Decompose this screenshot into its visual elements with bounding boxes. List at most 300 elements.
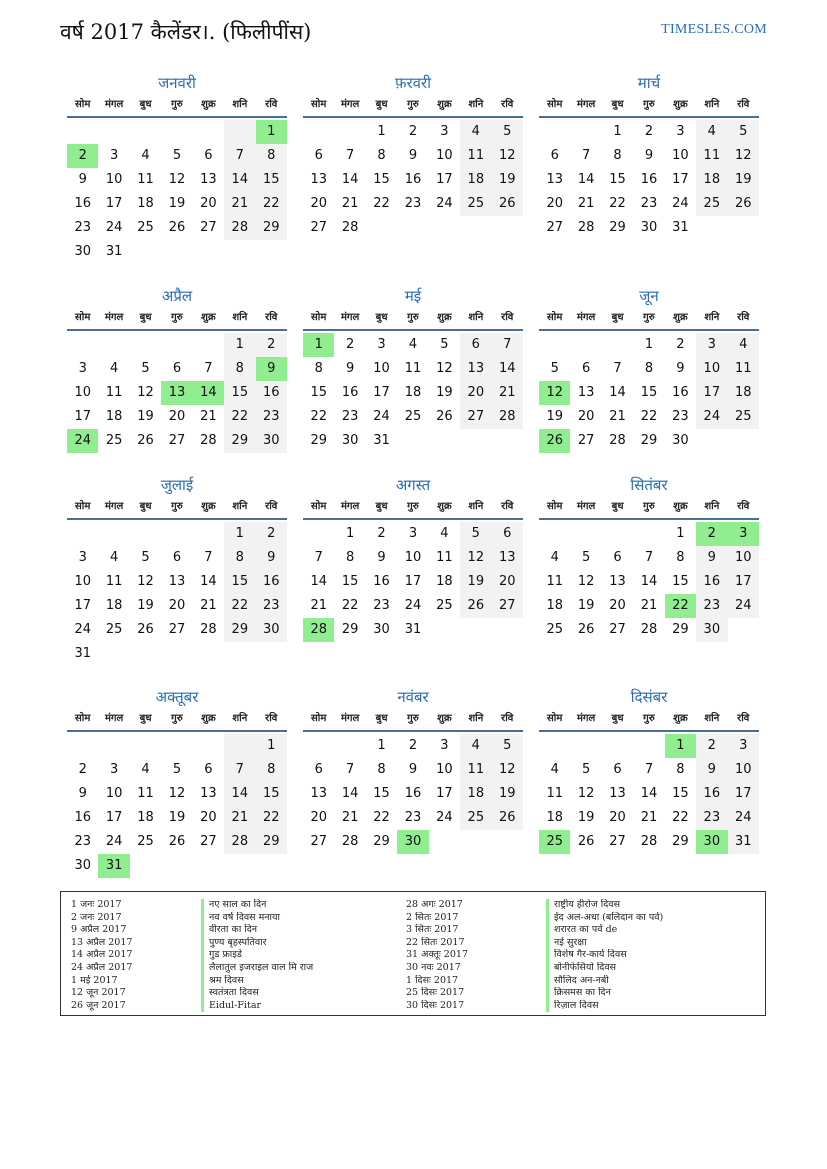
day-cell[interactable]: 24: [436, 196, 453, 211]
day-cell[interactable]: 30: [74, 244, 91, 259]
day-cell[interactable]: 13: [577, 385, 595, 400]
day-cell[interactable]: 20: [492, 570, 523, 594]
day-cell[interactable]: 7: [224, 144, 255, 168]
day-cell[interactable]: 18: [460, 782, 491, 806]
day-cell[interactable]: 25: [696, 192, 727, 216]
day-cell[interactable]: 17: [105, 810, 123, 825]
day-cell[interactable]: 12: [168, 786, 186, 801]
day-cell[interactable]: 21: [341, 810, 359, 825]
day-cell[interactable]: 22: [373, 196, 390, 211]
day-cell[interactable]: 26: [460, 594, 491, 618]
day-cell[interactable]: 20: [310, 196, 327, 211]
day-cell[interactable]: 21: [640, 598, 658, 613]
day-cell[interactable]: 3: [78, 550, 87, 565]
day-cell[interactable]: 3: [408, 526, 418, 541]
day-cell[interactable]: 16: [696, 570, 727, 594]
day-cell[interactable]: 11: [546, 574, 563, 589]
day-cell[interactable]: 9: [78, 172, 87, 187]
day-cell[interactable]: 3: [109, 762, 119, 777]
day-cell[interactable]: 8: [256, 758, 287, 782]
day-cell[interactable]: 19: [492, 168, 523, 192]
day-cell[interactable]: 21: [224, 806, 255, 830]
day-cell[interactable]: 28: [577, 220, 595, 235]
day-cell[interactable]: 24: [696, 405, 727, 429]
day-cell[interactable]: 24: [404, 598, 422, 613]
day-cell[interactable]: 8: [377, 762, 386, 777]
day-cell[interactable]: 4: [141, 148, 150, 163]
day-cell[interactable]: 11: [404, 361, 422, 376]
day-cell[interactable]: 10: [728, 546, 759, 570]
day-cell[interactable]: 18: [404, 385, 422, 400]
day-cell[interactable]: 10: [105, 786, 123, 801]
day-cell[interactable]: 21: [577, 196, 595, 211]
day-cell[interactable]: 1: [665, 734, 696, 758]
day-cell[interactable]: 6: [460, 333, 491, 357]
day-cell[interactable]: 11: [460, 758, 491, 782]
day-cell[interactable]: 28: [640, 622, 658, 637]
day-cell[interactable]: 14: [640, 574, 658, 589]
day-cell[interactable]: 29: [609, 220, 626, 235]
day-cell[interactable]: 20: [200, 196, 217, 211]
day-cell[interactable]: 24: [105, 834, 123, 849]
day-cell[interactable]: 15: [672, 786, 689, 801]
day-cell[interactable]: 12: [137, 574, 154, 589]
day-cell[interactable]: 8: [345, 550, 355, 565]
day-cell[interactable]: 26: [728, 192, 759, 216]
day-cell[interactable]: 5: [172, 148, 182, 163]
day-cell[interactable]: 20: [310, 810, 327, 825]
day-cell[interactable]: 20: [168, 409, 186, 424]
site-name[interactable]: TIMESLES.COM: [661, 22, 767, 37]
day-cell[interactable]: 14: [577, 172, 595, 187]
day-cell[interactable]: 28: [609, 433, 626, 448]
day-cell[interactable]: 7: [492, 333, 523, 357]
day-cell[interactable]: 28: [200, 622, 217, 637]
day-cell[interactable]: 4: [550, 550, 559, 565]
day-cell[interactable]: 6: [613, 762, 622, 777]
day-cell[interactable]: 12: [460, 546, 491, 570]
day-cell[interactable]: 1: [613, 124, 622, 139]
day-cell[interactable]: 19: [460, 570, 491, 594]
day-cell[interactable]: 25: [404, 409, 422, 424]
day-cell[interactable]: 17: [105, 196, 123, 211]
day-cell[interactable]: 15: [310, 385, 327, 400]
day-cell[interactable]: 25: [539, 830, 570, 854]
day-cell[interactable]: 29: [672, 622, 689, 637]
day-cell[interactable]: 22: [640, 409, 658, 424]
day-cell[interactable]: 30: [373, 622, 390, 637]
day-cell[interactable]: 20: [609, 598, 626, 613]
day-cell[interactable]: 10: [696, 357, 727, 381]
day-cell[interactable]: 2: [78, 762, 87, 777]
day-cell[interactable]: 30: [397, 830, 428, 854]
day-cell[interactable]: 19: [168, 810, 186, 825]
day-cell[interactable]: 7: [613, 361, 622, 376]
day-cell[interactable]: 1: [377, 124, 386, 139]
day-cell[interactable]: 28: [640, 834, 658, 849]
day-cell[interactable]: 6: [581, 361, 591, 376]
day-cell[interactable]: 16: [404, 786, 422, 801]
day-cell[interactable]: 23: [74, 834, 91, 849]
day-cell[interactable]: 8: [224, 546, 255, 570]
day-cell[interactable]: 18: [105, 409, 123, 424]
day-cell[interactable]: 5: [440, 337, 449, 352]
day-cell[interactable]: 5: [172, 762, 182, 777]
day-cell[interactable]: 18: [546, 598, 563, 613]
day-cell[interactable]: 23: [341, 409, 359, 424]
day-cell[interactable]: 19: [168, 196, 186, 211]
day-cell[interactable]: 13: [200, 172, 217, 187]
day-cell[interactable]: 24: [436, 810, 453, 825]
day-cell[interactable]: 6: [204, 148, 213, 163]
day-cell[interactable]: 3: [377, 337, 386, 352]
day-cell[interactable]: 23: [640, 196, 658, 211]
day-cell[interactable]: 27: [492, 594, 523, 618]
day-cell[interactable]: 2: [676, 337, 685, 352]
day-cell[interactable]: 22: [373, 810, 390, 825]
day-cell[interactable]: 2: [408, 738, 418, 753]
day-cell[interactable]: 6: [314, 762, 323, 777]
day-cell[interactable]: 21: [200, 598, 217, 613]
day-cell[interactable]: 10: [436, 148, 453, 163]
day-cell[interactable]: 12: [492, 144, 523, 168]
day-cell[interactable]: 30: [672, 433, 689, 448]
day-cell[interactable]: 17: [373, 385, 390, 400]
day-cell[interactable]: 9: [256, 546, 287, 570]
day-cell[interactable]: 16: [640, 172, 658, 187]
day-cell[interactable]: 2: [256, 522, 287, 546]
day-cell[interactable]: 26: [492, 806, 523, 830]
day-cell[interactable]: 4: [460, 734, 491, 758]
day-cell[interactable]: 29: [672, 834, 689, 849]
day-cell[interactable]: 9: [256, 357, 287, 381]
day-cell[interactable]: 29: [373, 834, 390, 849]
day-cell[interactable]: 5: [460, 522, 491, 546]
day-cell[interactable]: 29: [256, 216, 287, 240]
day-cell[interactable]: 4: [109, 550, 119, 565]
day-cell[interactable]: 14: [193, 381, 224, 405]
day-cell[interactable]: 23: [672, 409, 689, 424]
day-cell[interactable]: 13: [310, 172, 327, 187]
day-cell[interactable]: 26: [577, 834, 595, 849]
day-cell[interactable]: 11: [105, 574, 123, 589]
day-cell[interactable]: 10: [672, 148, 689, 163]
day-cell[interactable]: 16: [373, 574, 390, 589]
day-cell[interactable]: 3: [440, 738, 449, 753]
day-cell[interactable]: 27: [577, 433, 595, 448]
day-cell[interactable]: 17: [404, 574, 422, 589]
day-cell[interactable]: 7: [345, 762, 355, 777]
day-cell[interactable]: 30: [74, 858, 91, 873]
day-cell[interactable]: 14: [341, 172, 359, 187]
day-cell[interactable]: 31: [74, 646, 91, 661]
day-cell[interactable]: 21: [640, 810, 658, 825]
day-cell[interactable]: 1: [224, 333, 255, 357]
day-cell[interactable]: 9: [408, 762, 418, 777]
day-cell[interactable]: 7: [204, 361, 213, 376]
day-cell[interactable]: 12: [137, 385, 154, 400]
day-cell[interactable]: 10: [373, 361, 390, 376]
day-cell[interactable]: 16: [256, 570, 287, 594]
day-cell[interactable]: 4: [728, 333, 759, 357]
day-cell[interactable]: 15: [341, 574, 359, 589]
day-cell[interactable]: 7: [644, 762, 654, 777]
day-cell[interactable]: 2: [377, 526, 386, 541]
day-cell[interactable]: 30: [696, 618, 727, 642]
day-cell[interactable]: 1: [345, 526, 355, 541]
day-cell[interactable]: 1: [676, 526, 685, 541]
day-cell[interactable]: 14: [640, 786, 658, 801]
day-cell[interactable]: 2: [256, 333, 287, 357]
day-cell[interactable]: 18: [546, 810, 563, 825]
day-cell[interactable]: 24: [728, 806, 759, 830]
day-cell[interactable]: 20: [168, 598, 186, 613]
day-cell[interactable]: 17: [672, 172, 689, 187]
day-cell[interactable]: 13: [200, 786, 217, 801]
day-cell[interactable]: 18: [436, 574, 453, 589]
day-cell[interactable]: 22: [609, 196, 626, 211]
day-cell[interactable]: 22: [672, 810, 689, 825]
day-cell[interactable]: 24: [373, 409, 390, 424]
day-cell[interactable]: 31: [98, 854, 129, 878]
day-cell[interactable]: 3: [78, 361, 87, 376]
day-cell[interactable]: 28: [200, 433, 217, 448]
day-cell[interactable]: 19: [137, 598, 154, 613]
day-cell[interactable]: 15: [640, 385, 658, 400]
day-cell[interactable]: 20: [546, 196, 563, 211]
day-cell[interactable]: 27: [200, 220, 217, 235]
day-cell[interactable]: 31: [105, 244, 123, 259]
day-cell[interactable]: 2: [696, 734, 727, 758]
day-cell[interactable]: 9: [78, 786, 87, 801]
day-cell[interactable]: 22: [224, 594, 255, 618]
day-cell[interactable]: 23: [373, 598, 390, 613]
day-cell[interactable]: 7: [314, 550, 323, 565]
day-cell[interactable]: 22: [310, 409, 327, 424]
day-cell[interactable]: 29: [256, 830, 287, 854]
day-cell[interactable]: 26: [137, 622, 154, 637]
day-cell[interactable]: 26: [168, 220, 186, 235]
day-cell[interactable]: 29: [640, 433, 658, 448]
day-cell[interactable]: 4: [696, 120, 727, 144]
day-cell[interactable]: 15: [256, 168, 287, 192]
day-cell[interactable]: 19: [137, 409, 154, 424]
day-cell[interactable]: 25: [137, 220, 154, 235]
day-cell[interactable]: 27: [609, 622, 626, 637]
day-cell[interactable]: 7: [345, 148, 355, 163]
day-cell[interactable]: 17: [728, 570, 759, 594]
day-cell[interactable]: 11: [460, 144, 491, 168]
day-cell[interactable]: 11: [696, 144, 727, 168]
day-cell[interactable]: 15: [224, 381, 255, 405]
day-cell[interactable]: 15: [672, 574, 689, 589]
day-cell[interactable]: 21: [310, 598, 327, 613]
day-cell[interactable]: 31: [728, 830, 759, 854]
day-cell[interactable]: 1: [303, 333, 334, 357]
day-cell[interactable]: 16: [341, 385, 359, 400]
day-cell[interactable]: 10: [105, 172, 123, 187]
day-cell[interactable]: 30: [256, 618, 287, 642]
day-cell[interactable]: 16: [672, 385, 689, 400]
day-cell[interactable]: 21: [492, 381, 523, 405]
day-cell[interactable]: 30: [640, 220, 658, 235]
day-cell[interactable]: 20: [460, 381, 491, 405]
day-cell[interactable]: 20: [577, 409, 595, 424]
day-cell[interactable]: 18: [696, 168, 727, 192]
day-cell[interactable]: 19: [546, 409, 563, 424]
day-cell[interactable]: 9: [696, 546, 727, 570]
day-cell[interactable]: 3: [728, 734, 759, 758]
day-cell[interactable]: 4: [141, 762, 150, 777]
day-cell[interactable]: 24: [105, 220, 123, 235]
day-cell[interactable]: 14: [200, 574, 217, 589]
day-cell[interactable]: 12: [539, 381, 570, 405]
day-cell[interactable]: 18: [105, 598, 123, 613]
day-cell[interactable]: 19: [577, 810, 595, 825]
day-cell[interactable]: 5: [141, 361, 150, 376]
day-cell[interactable]: 20: [609, 810, 626, 825]
day-cell[interactable]: 17: [74, 598, 91, 613]
day-cell[interactable]: 24: [672, 196, 689, 211]
day-cell[interactable]: 3: [696, 333, 727, 357]
day-cell[interactable]: 16: [74, 196, 91, 211]
day-cell[interactable]: 19: [436, 385, 453, 400]
day-cell[interactable]: 25: [137, 834, 154, 849]
day-cell[interactable]: 17: [436, 786, 453, 801]
day-cell[interactable]: 30: [341, 433, 359, 448]
day-cell[interactable]: 15: [256, 782, 287, 806]
day-cell[interactable]: 11: [105, 385, 123, 400]
day-cell[interactable]: 11: [137, 786, 154, 801]
day-cell[interactable]: 28: [341, 834, 359, 849]
day-cell[interactable]: 14: [609, 385, 626, 400]
day-cell[interactable]: 14: [310, 574, 327, 589]
day-cell[interactable]: 13: [492, 546, 523, 570]
day-cell[interactable]: 26: [137, 433, 154, 448]
day-cell[interactable]: 25: [436, 598, 453, 613]
day-cell[interactable]: 28: [341, 220, 359, 235]
day-cell[interactable]: 1: [256, 120, 287, 144]
day-cell[interactable]: 26: [168, 834, 186, 849]
day-cell[interactable]: 13: [161, 381, 192, 405]
day-cell[interactable]: 3: [109, 148, 119, 163]
day-cell[interactable]: 25: [105, 433, 123, 448]
day-cell[interactable]: 6: [204, 762, 213, 777]
day-cell[interactable]: 23: [404, 196, 422, 211]
day-cell[interactable]: 1: [377, 738, 386, 753]
day-cell[interactable]: 25: [546, 622, 563, 637]
day-cell[interactable]: 30: [256, 429, 287, 453]
day-cell[interactable]: 12: [728, 144, 759, 168]
day-cell[interactable]: 13: [546, 172, 563, 187]
day-cell[interactable]: 1: [224, 522, 255, 546]
day-cell[interactable]: 27: [460, 405, 491, 429]
day-cell[interactable]: 22: [665, 594, 696, 618]
day-cell[interactable]: 12: [577, 574, 595, 589]
day-cell[interactable]: 7: [581, 148, 591, 163]
day-cell[interactable]: 13: [168, 574, 186, 589]
day-cell[interactable]: 13: [609, 574, 626, 589]
day-cell[interactable]: 21: [200, 409, 217, 424]
day-cell[interactable]: 27: [168, 622, 186, 637]
day-cell[interactable]: 10: [728, 758, 759, 782]
day-cell[interactable]: 11: [137, 172, 154, 187]
day-cell[interactable]: 3: [728, 522, 759, 546]
day-cell[interactable]: 5: [581, 550, 591, 565]
day-cell[interactable]: 4: [460, 120, 491, 144]
day-cell[interactable]: 8: [676, 762, 685, 777]
day-cell[interactable]: 6: [613, 550, 622, 565]
day-cell[interactable]: 24: [67, 429, 98, 453]
day-cell[interactable]: 24: [74, 622, 91, 637]
day-cell[interactable]: 18: [137, 196, 154, 211]
day-cell[interactable]: 6: [172, 361, 182, 376]
day-cell[interactable]: 19: [577, 598, 595, 613]
day-cell[interactable]: 9: [377, 550, 386, 565]
day-cell[interactable]: 27: [168, 433, 186, 448]
day-cell[interactable]: 17: [728, 782, 759, 806]
day-cell[interactable]: 21: [609, 409, 626, 424]
day-cell[interactable]: 18: [728, 381, 759, 405]
day-cell[interactable]: 5: [550, 361, 559, 376]
day-cell[interactable]: 3: [440, 124, 449, 139]
day-cell[interactable]: 8: [676, 550, 685, 565]
day-cell[interactable]: 9: [676, 361, 685, 376]
day-cell[interactable]: 27: [200, 834, 217, 849]
day-cell[interactable]: 5: [141, 550, 150, 565]
day-cell[interactable]: 6: [172, 550, 182, 565]
day-cell[interactable]: 26: [577, 622, 595, 637]
day-cell[interactable]: 26: [492, 192, 523, 216]
day-cell[interactable]: 29: [341, 622, 359, 637]
day-cell[interactable]: 27: [310, 834, 327, 849]
day-cell[interactable]: 5: [492, 120, 523, 144]
day-cell[interactable]: 30: [696, 830, 727, 854]
day-cell[interactable]: 21: [224, 192, 255, 216]
day-cell[interactable]: 6: [314, 148, 323, 163]
day-cell[interactable]: 9: [345, 361, 355, 376]
day-cell[interactable]: 8: [256, 144, 287, 168]
day-cell[interactable]: 11: [436, 550, 453, 565]
day-cell[interactable]: 15: [609, 172, 626, 187]
day-cell[interactable]: 23: [696, 806, 727, 830]
day-cell[interactable]: 10: [74, 574, 91, 589]
day-cell[interactable]: 2: [67, 144, 98, 168]
day-cell[interactable]: 25: [105, 622, 123, 637]
day-cell[interactable]: 23: [74, 220, 91, 235]
day-cell[interactable]: 12: [168, 172, 186, 187]
day-cell[interactable]: 7: [204, 550, 213, 565]
day-cell[interactable]: 29: [224, 429, 255, 453]
day-cell[interactable]: 10: [436, 762, 453, 777]
day-cell[interactable]: 3: [676, 124, 685, 139]
day-cell[interactable]: 6: [492, 522, 523, 546]
day-cell[interactable]: 10: [404, 550, 422, 565]
day-cell[interactable]: 28: [492, 405, 523, 429]
day-cell[interactable]: 12: [492, 758, 523, 782]
day-cell[interactable]: 25: [460, 192, 491, 216]
day-cell[interactable]: 8: [377, 148, 386, 163]
day-cell[interactable]: 17: [436, 172, 453, 187]
day-cell[interactable]: 18: [137, 810, 154, 825]
day-cell[interactable]: 31: [404, 622, 422, 637]
day-cell[interactable]: 4: [550, 762, 559, 777]
day-cell[interactable]: 11: [546, 786, 563, 801]
day-cell[interactable]: 31: [373, 433, 390, 448]
day-cell[interactable]: 23: [256, 405, 287, 429]
day-cell[interactable]: 31: [672, 220, 689, 235]
day-cell[interactable]: 26: [436, 409, 453, 424]
